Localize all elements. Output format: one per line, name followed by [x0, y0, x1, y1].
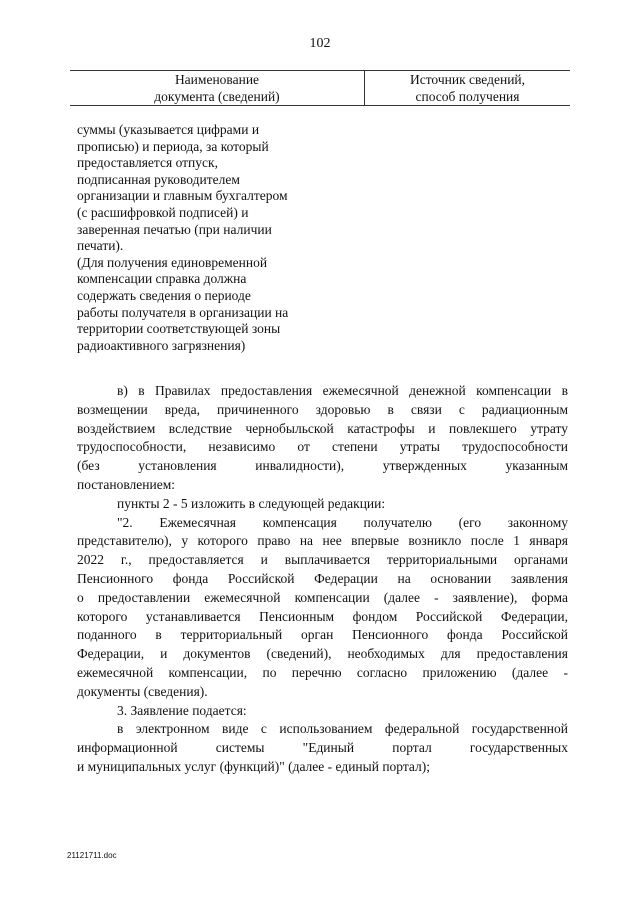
body-line: документы (сведения). — [77, 683, 208, 699]
body-line: возмещении вреда, причиненного здоровью в связи с радиационным — [77, 401, 568, 417]
cell-line: предоставляется отпуск, — [77, 155, 218, 171]
body-line: постановлением: — [77, 476, 175, 492]
body-line: "2. Ежемесячная компенсация получателю (его законному — [117, 514, 568, 530]
file-name-footer: 21121711.doc — [67, 851, 117, 860]
column-header-line: Наименование — [174, 72, 260, 87]
column-header-source — [365, 71, 570, 105]
cell-line: (с расшифровкой подписей) и — [77, 204, 249, 220]
body-line: о предоставлении ежемесячной компенсации (далее - заявление), форма — [77, 589, 568, 605]
body-line: в) в Правилах предоставления ежемесячной денежной компенсации в — [117, 383, 568, 398]
cell-line: печати). — [77, 238, 124, 254]
body-line: пункты 2 - 5 изложить в следующей редакции: — [117, 495, 386, 511]
body-line: которого устанавливается Пенсионным фондом Российской Федерации, — [77, 608, 568, 624]
column-header-line: Источник сведений, — [409, 72, 526, 87]
body-line: ежемесячной компенсации, по перечню согласно приложению (далее - — [77, 664, 568, 680]
body-line: (без установления инвалидности), утвержденных указанным — [77, 458, 568, 474]
cell-line: содержать сведения о периоде — [77, 287, 251, 303]
cell-line: территории соответствующей зоны — [77, 321, 281, 337]
cell-line: организации и главным бухгалтером — [77, 188, 288, 204]
body-line: и муниципальных услуг (функций)" (далее - единый портал); — [77, 758, 431, 774]
cell-line: заверенная печатью (при наличии — [77, 221, 272, 237]
body-line: в электронном виде с использованием федеральной государственной — [117, 721, 568, 737]
column-header-line: способ получения — [415, 89, 520, 104]
column-header-document — [70, 71, 364, 105]
document-body — [77, 382, 568, 777]
body-line: представителю), у которого право на нее впервые возникло после 1 января — [77, 533, 568, 549]
body-line: поданного в территориальный орган Пенсионного фонда Российской — [77, 627, 568, 643]
cell-line: компенсации справка должна — [77, 271, 247, 287]
body-line: трудоспособности, независимо от степени утраты трудоспособности — [77, 439, 568, 455]
cell-line: радиоактивного загрязнения) — [77, 337, 246, 353]
body-line: Пенсионного фонда Российской Федерации на основании заявления — [77, 570, 568, 586]
body-line: воздействием вследствие чернобыльской катастрофы и повлекшего утрату — [77, 420, 568, 436]
column-header-line: документа (сведений) — [154, 89, 280, 104]
body-line: 2022 г., предоставляется и выплачивается территориальными органами — [77, 552, 568, 568]
body-line: Федерации, и документов (сведений), необходимых для предоставления — [77, 646, 568, 662]
body-line: 3. Заявление подается: — [117, 702, 247, 718]
body-line: информационной системы "Единый портал государственных — [77, 740, 568, 756]
cell-line: работы получателя в организации на — [77, 304, 289, 320]
cell-line: (Для получения единовременной — [77, 254, 268, 270]
table-cell-document — [77, 122, 327, 354]
cell-line: подписанная руководителем — [77, 171, 240, 187]
page-number: 102 — [309, 36, 331, 51]
cell-line: прописью) и периода, за который — [77, 138, 269, 154]
cell-line: суммы (указывается цифрами и — [77, 122, 260, 137]
table-header — [70, 70, 570, 106]
